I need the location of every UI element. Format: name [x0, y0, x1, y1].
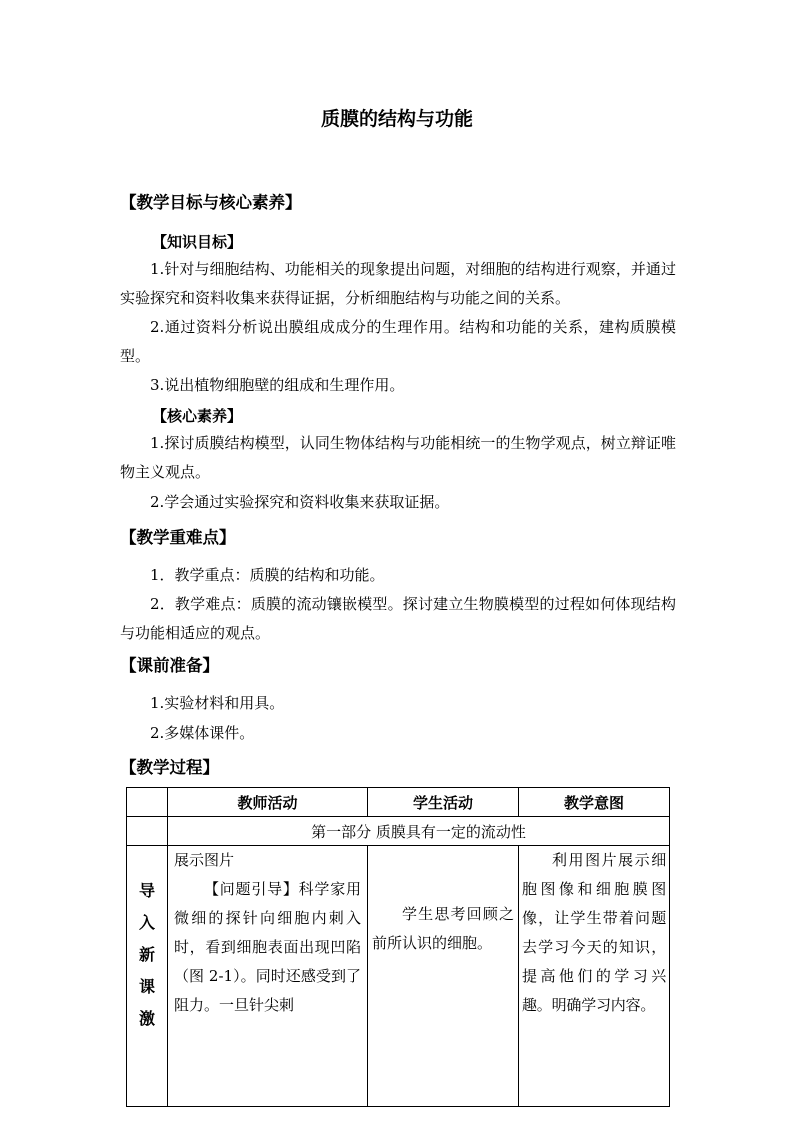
stage-char: 新: [138, 945, 155, 964]
table-header-row: [127, 788, 670, 817]
stage-char: 课: [138, 977, 155, 996]
preparation-item-2: 2.多媒体课件。: [150, 724, 255, 742]
preparation-item-1: 1.实验材料和用具。: [150, 694, 285, 712]
teacher-activity-line: 【问题引导】科学家用微细的探针向细胞内刺入时，看到细胞表面出现凹陷（图 2-1）。同时还感受到了阻力。一旦针尖刺: [174, 880, 361, 1014]
header-intent: 教学意图: [519, 788, 670, 817]
header-student: 学生活动: [368, 788, 519, 817]
core-item-1: 1.探讨质膜结构模型，认同生物体结构与功能相统一的生物学观点，树立辩证唯物主义观点。: [120, 434, 676, 481]
stage-char: 入: [138, 913, 155, 932]
part-title: 第一部分 质膜具有一定的流动性: [168, 817, 670, 846]
key-point-2: 2．教学难点：质膜的流动镶嵌模型。探讨建立生物膜模型的过程如何体现结构与功能相适应的观点。: [120, 595, 676, 642]
page-title: 质膜的结构与功能: [320, 108, 473, 130]
stage-char: 激: [138, 1009, 155, 1028]
preparation-heading: 【课前准备】: [120, 656, 219, 675]
process-table: [126, 787, 670, 1107]
process-heading: 【教学过程】: [120, 758, 219, 777]
knowledge-heading: 【知识目标】: [152, 233, 243, 251]
teaching-intent-cell: [519, 846, 670, 1107]
teacher-activity-cell: [168, 846, 368, 1107]
stage-label-cell: [127, 846, 168, 1107]
teacher-activity-line: 展示图片: [174, 851, 235, 869]
knowledge-item-1: 1.针对与细胞结构、功能相关的现象提出问题，对细胞的结构进行观察，并通过实验探究和资料收集来获得证据，分析细胞结构与功能之间的关系。: [120, 260, 676, 307]
key-points-heading: 【教学重难点】: [120, 528, 236, 547]
table-row: [127, 846, 670, 1107]
student-activity-cell: [368, 846, 519, 1107]
knowledge-item-3: 3.说出植物细胞壁的组成和生理作用。: [150, 376, 405, 394]
core-heading: 【核心素养】: [152, 407, 243, 425]
objectives-heading: 【教学目标与核心素养】: [120, 193, 302, 212]
header-blank-cell: [127, 788, 168, 817]
key-point-1: 1．教学重点：质膜的结构和功能。: [150, 566, 385, 584]
table-section-row: [127, 817, 670, 846]
section-blank-cell: [127, 817, 168, 846]
header-teacher: 教师活动: [168, 788, 368, 817]
student-activity-text: 学生思考回顾之前所认识的细胞。: [372, 905, 514, 952]
knowledge-item-2: 2.通过资料分析说出膜组成成分的生理作用。结构和功能的关系，建构质膜模型。: [120, 318, 676, 365]
teaching-intent-text: 利用图片展示细胞图像和细胞膜图像，让学生带着问题去学习今天的知识，提高他们的学习兴趣。明确学习内容。: [522, 851, 666, 1014]
stage-char: 导: [138, 881, 155, 900]
core-item-2: 2.学会通过实验探究和资料收集来获取证据。: [150, 493, 450, 511]
